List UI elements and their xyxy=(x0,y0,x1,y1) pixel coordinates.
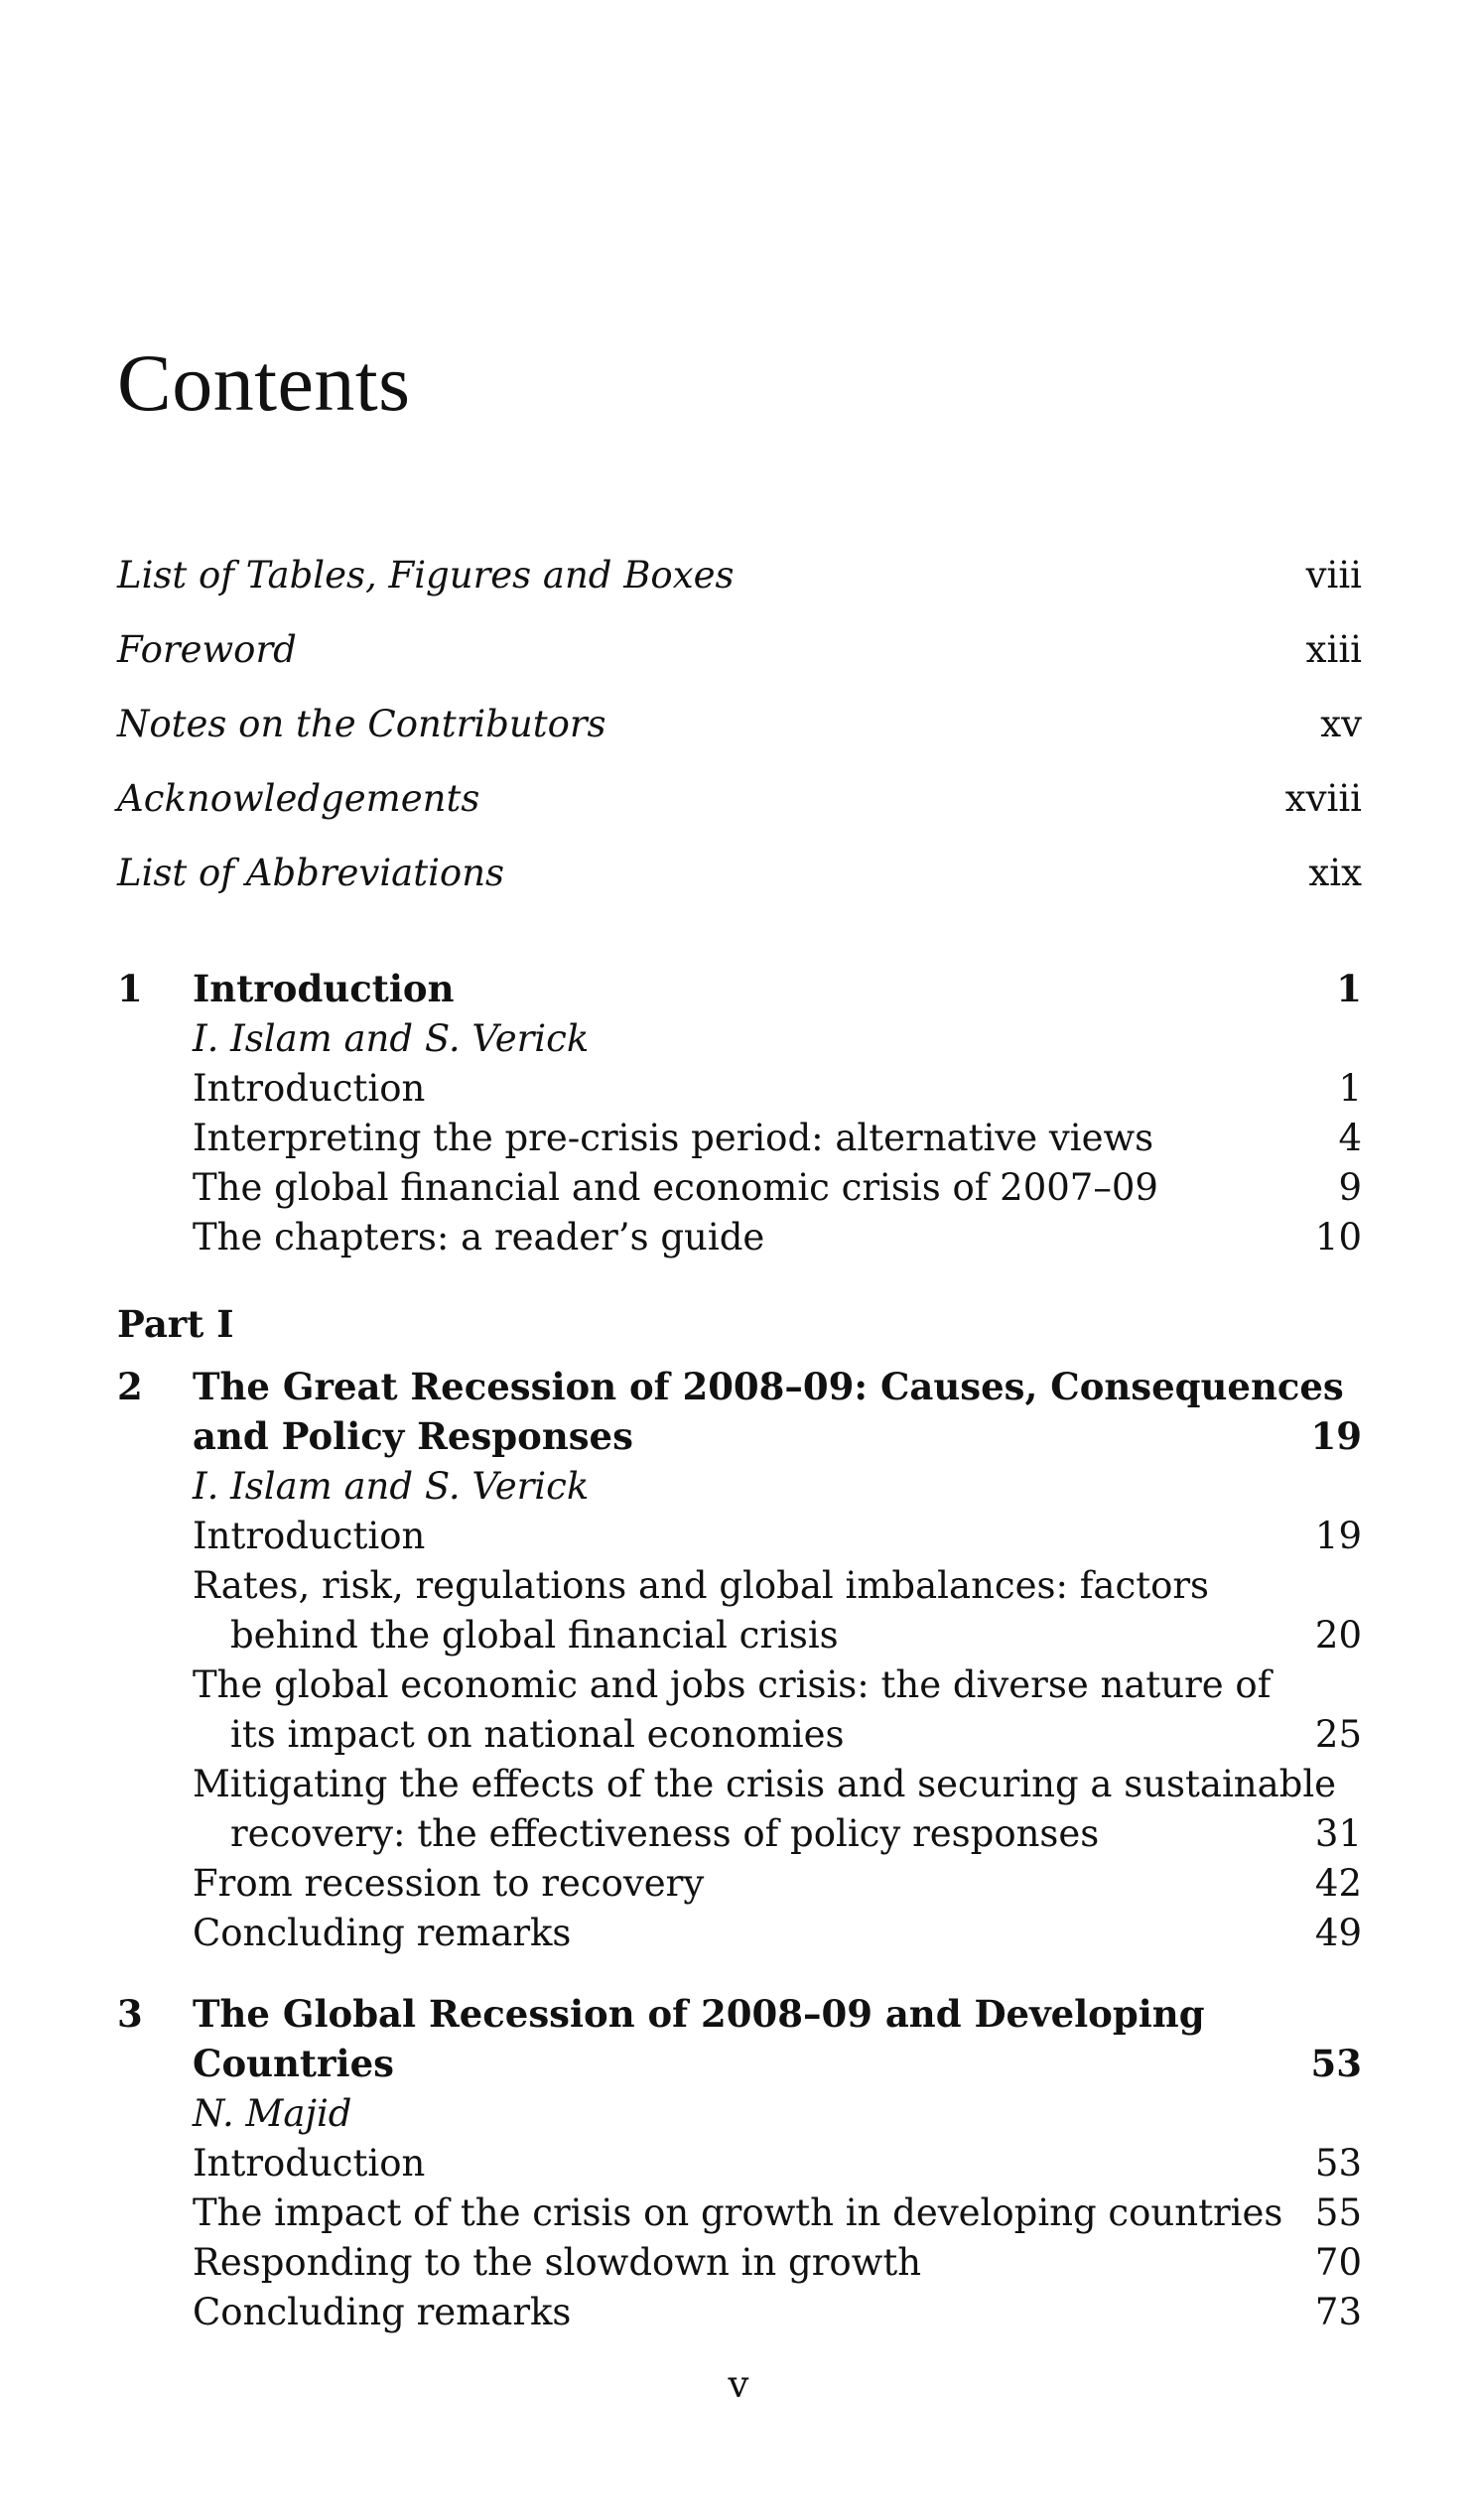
chapter-authors: I. Islam and S. Verick xyxy=(193,1017,590,1060)
section-label: From recession to recovery xyxy=(193,1862,705,1905)
section-page: 42 xyxy=(1314,1862,1362,1905)
chapter-number: 2 xyxy=(117,1365,143,1408)
section-label-cont: behind the global financial crisis xyxy=(230,1614,839,1657)
entry-label: Foreword xyxy=(117,628,297,671)
section-label: The global financial and economic crisis of 2007–09 xyxy=(193,1166,1158,1209)
section-page: 73 xyxy=(1314,2291,1362,2333)
chapter-title-line-1: The Global Recession of 2008–09 and Developing xyxy=(193,1992,1205,2036)
chapter-title: Introduction xyxy=(193,967,455,1010)
section-label: Responding to the slowdown in growth xyxy=(193,2241,922,2284)
entry-page: xv xyxy=(1320,703,1362,745)
section-label: Concluding remarks xyxy=(193,1912,572,1954)
section-page: 20 xyxy=(1314,1614,1362,1657)
section-page: 19 xyxy=(1314,1515,1362,1557)
chapter-authors: N. Majid xyxy=(193,2092,352,2135)
section-label: Concluding remarks xyxy=(193,2291,572,2333)
chapter-title-line-1: The Great Recession of 2008–09: Causes, Consequences xyxy=(193,1365,1344,1408)
section-page: 10 xyxy=(1314,1216,1362,1259)
section-label: Interpreting the pre-crisis period: alternative views xyxy=(193,1117,1154,1159)
section-page: 25 xyxy=(1314,1713,1362,1756)
section-page: 1 xyxy=(1338,1067,1362,1110)
page-number: v xyxy=(728,2363,749,2406)
section-label: Mitigating the effects of the crisis and securing a sustainable xyxy=(193,1763,1337,1805)
entry-page: xviii xyxy=(1284,777,1362,820)
section-label: Rates, risk, regulations and global imbalances: factors xyxy=(193,1564,1210,1607)
chapter-page: 1 xyxy=(1336,967,1362,1010)
section-page: 9 xyxy=(1338,1166,1362,1209)
section-page: 4 xyxy=(1338,1117,1362,1159)
section-label-cont: recovery: the effectiveness of policy responses xyxy=(230,1812,1100,1855)
part-label: Part I xyxy=(117,1302,234,1346)
section-page: 70 xyxy=(1314,2241,1362,2284)
chapter-authors: I. Islam and S. Verick xyxy=(193,1465,590,1508)
section-label: Introduction xyxy=(193,1515,426,1557)
section-label-cont: its impact on national economies xyxy=(230,1713,845,1756)
chapter-page: 19 xyxy=(1310,1414,1362,1458)
entry-page: xiii xyxy=(1305,628,1362,671)
chapter-page: 53 xyxy=(1310,2042,1362,2085)
entry-label: List of Tables, Figures and Boxes xyxy=(117,554,735,597)
page-title: Contents xyxy=(117,336,411,428)
section-page: 53 xyxy=(1314,2142,1362,2185)
chapter-title-line-2: Countries xyxy=(193,2042,394,2085)
entry-label: Acknowledgements xyxy=(117,777,480,820)
entry-label: Notes on the Contributors xyxy=(117,703,606,745)
section-label: The chapters: a reader’s guide xyxy=(193,1216,765,1259)
entry-label: List of Abbreviations xyxy=(117,852,505,894)
chapter-number: 1 xyxy=(117,967,143,1010)
section-page: 55 xyxy=(1314,2191,1362,2234)
section-label: The impact of the crisis on growth in developing countries xyxy=(193,2191,1283,2234)
section-label: The global economic and jobs crisis: the diverse nature of xyxy=(193,1663,1272,1706)
section-label: Introduction xyxy=(193,1067,426,1110)
entry-page: xix xyxy=(1308,852,1362,894)
chapter-number: 3 xyxy=(117,1992,143,2036)
entry-page: viii xyxy=(1305,554,1362,597)
section-page: 49 xyxy=(1314,1912,1362,1954)
chapter-title-line-2: and Policy Responses xyxy=(193,1414,633,1458)
section-page: 31 xyxy=(1314,1812,1362,1855)
section-label: Introduction xyxy=(193,2142,426,2185)
